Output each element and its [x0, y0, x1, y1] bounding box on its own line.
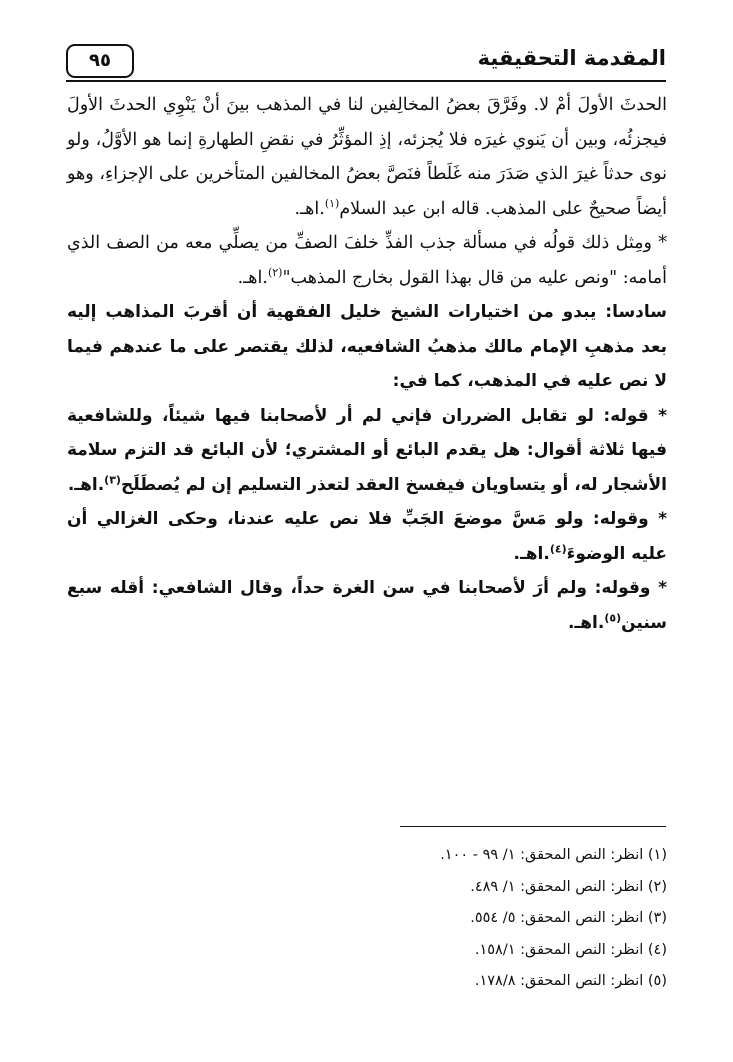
page-body [67, 88, 667, 640]
header-rule [66, 80, 666, 82]
paragraph: * وقوله: ولم أرَ لأصحابنا في سن الغرة حداً، وقال الشافعي: أقله سبع سنين$^{(٥)}$.اهـ. [67, 578, 667, 633]
footnote-ref: (٢) [267, 265, 283, 279]
paragraph: * ومِثل ذلك قولُه في مسألة جذب الفذِّ خلفَ الصفِّ من يصلِّي معه من الصف الذي أمامه: "ونص عليه من قال بهذا القول بخارج المذهب"$^{(٢)}$.اهـ. [67, 233, 667, 288]
running-title: المقدمة التحقيقية [477, 46, 666, 70]
footnote: (١) انظر: النص المحقق: ١/ ٩٩ - ١٠٠. [440, 847, 667, 863]
paragraph-heading: سادسا: يبدو من اختيارات الشيخ خليل الفقهية أن أقربَ المذاهب إليه بعد مذهبِ الإمام مالك مذهبُ الشافعيه، لذلك يقتصر على ما عندهم فيما لا نص عليه في المذهب، كما في: [67, 302, 667, 391]
page-header [66, 40, 666, 82]
paragraph: * وقوله: ولو مَسَّ موضعَ الجَبِّ فلا نص عليه عندنا، وحكى الغزالي أن عليه الوضوءَ$^{(٤)}$.اهـ. [67, 509, 667, 564]
footnote-separator [400, 826, 666, 827]
footnote: (٥) انظر: النص المحقق: ١٧٨/٨. [474, 973, 667, 989]
footnote-ref: (٤) [549, 541, 567, 555]
footnote: (٤) انظر: النص المحقق: ١٥٨/١. [474, 941, 667, 958]
paragraph: الحدثَ الأولَ أمْ لا. وفَرَّقَ بعضُ المخالِفين لنا في المذهب بينَ أنْ يَنْوِي الحدثَ الأولَ فيجزئُه، وبين أن يَنوي غيرَه فلا يُجزئه، إذِ المؤثِّرُ في نقضِ الطهارةِ إنما هو الأوَّلُ، ولو نوى حدثاً غيرَ الذي صَدَرَ منه غَلَطاً فنَصَّ بعضُ المخالفين المتأخرين على الإجزاءِ، وهو أيضاً صحيحٌ على المذهب. قاله ابن عبد السلام$^{(١)}$.اهـ. [67, 95, 667, 219]
footnote-ref: (٥) [604, 610, 622, 624]
page-number: ٩٥ [66, 44, 134, 78]
footnote-ref: (٣) [104, 472, 121, 486]
footnote-ref: (١) [324, 196, 340, 210]
footnote: (٣) انظر: النص المحقق: ٥/ ٥٥٤. [470, 910, 667, 926]
footnote: (٢) انظر: النص المحقق: ١/ ٤٨٩. [470, 878, 667, 895]
footnotes [67, 840, 667, 998]
paragraph: * قوله: لو تقابل الضرران فإني لم أر لأصحابنا فيها شيئاً، وللشافعية فيها ثلاثة أقوال: هل يقدم البائع أو المشتري؛ لأن البائع قد التزم سلامة الأشجار له، أو يتساويان فيفسخ العقد لتعذر التسليم إن لم يُصطَلَح$^{(٣)}$.اهـ. [67, 405, 667, 495]
